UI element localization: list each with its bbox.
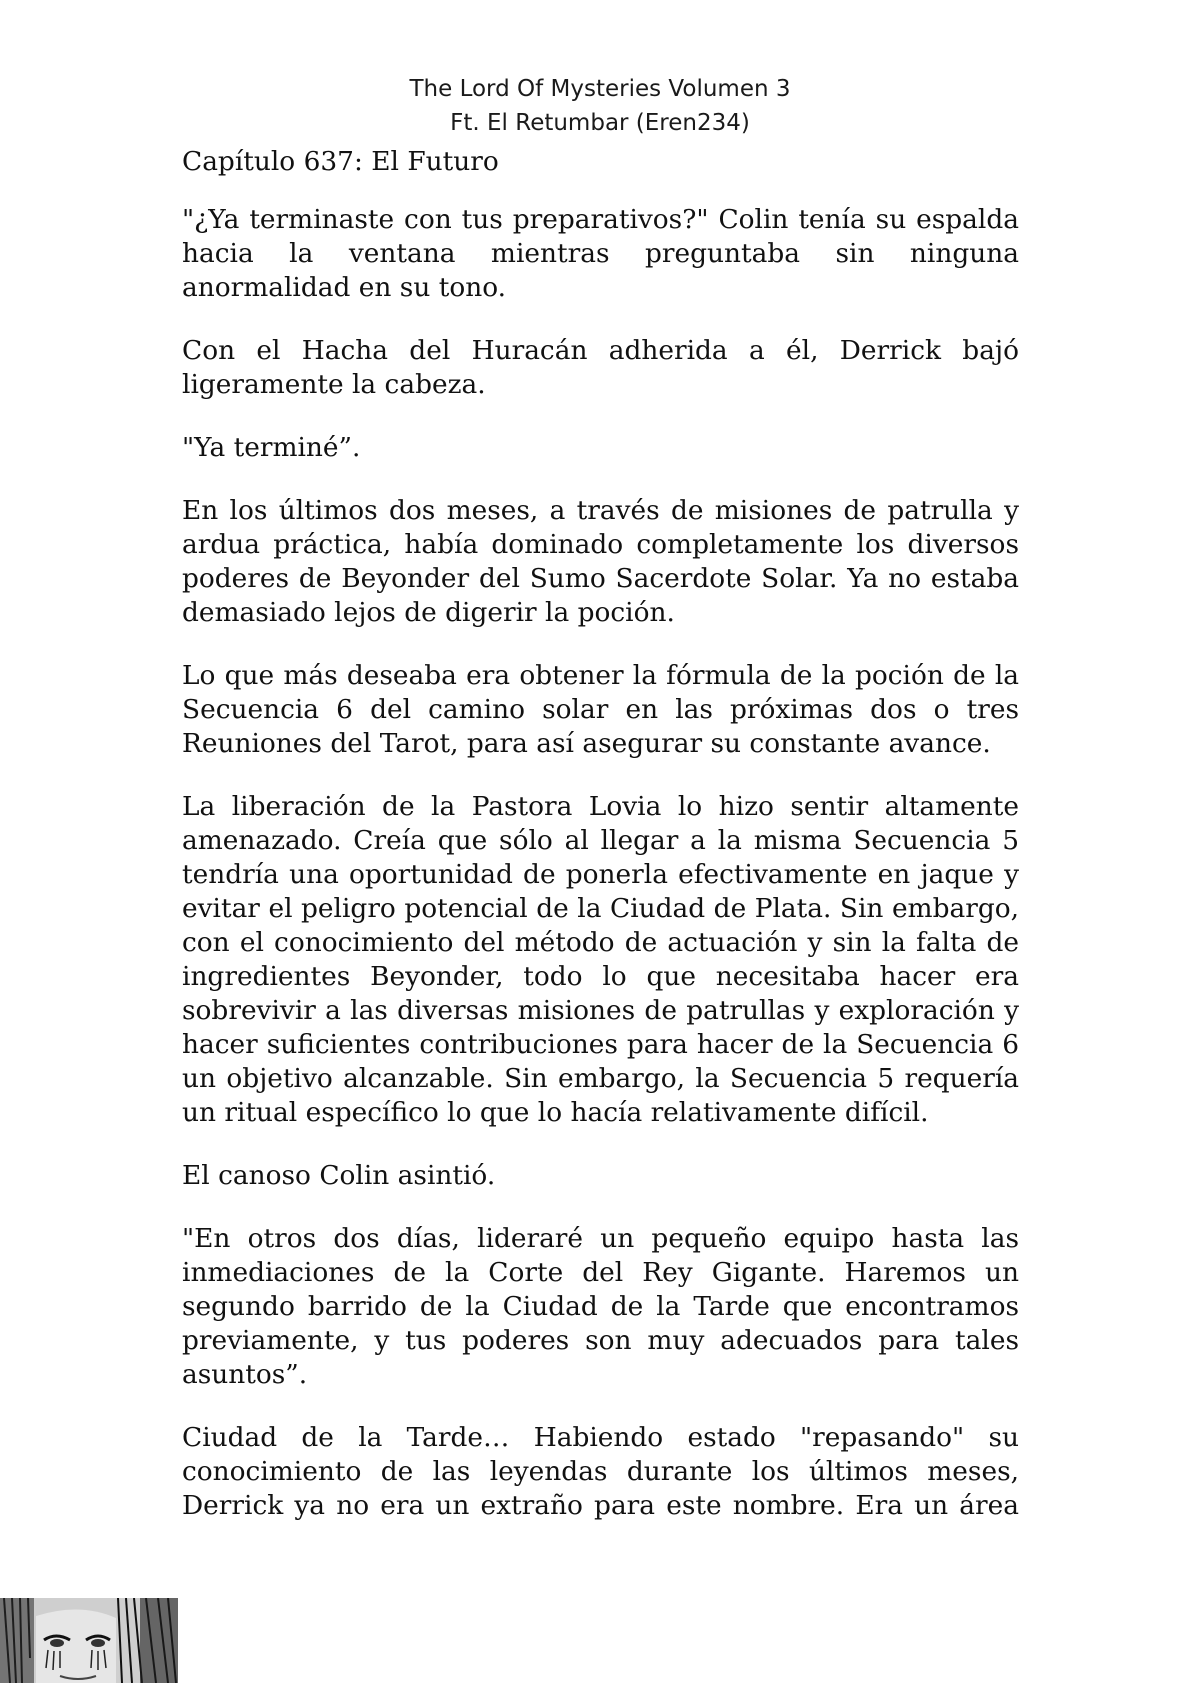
header-credits: Ft. El Retumbar (Eren234) bbox=[450, 110, 750, 136]
header-book-title: The Lord Of Mysteries Volumen 3 bbox=[409, 76, 791, 102]
paragraph: La liberación de la Pastora Lovia lo hizo sentir altamente amenazado. Creía que sólo al llegar a la misma Secuencia 5 tendría una oportunidad de ponerla efectivamente en jaque y evitar el peligro potencial de la Ciudad de Plata. Sin embargo, con el conocimiento del método de actuación y sin la falta de ingredientes Beyonder, todo lo que necesitaba hacer era sobrevivir a las diversas misiones de patrullas y exploración y hacer suficientes contribuciones para hacer de la Secuencia 6 un objetivo alcanzable. Sin embargo, la Secuencia 5 requería un ritual específico lo que lo hacía relativamente difícil. bbox=[182, 791, 1019, 1128]
paragraph: Lo que más deseaba era obtener la fórmula de la poción de la Secuencia 6 del camino solar en las próximas dos o tres Reuniones del Tarot, para así asegurar su constante avance. bbox=[182, 660, 1019, 759]
paragraph: En los últimos dos meses, a través de misiones de patrulla y ardua práctica, había dominado completamente los diversos poderes de Beyonder del Sumo Sacerdote Solar. Ya no estaba demasiado lejos de digerir la poción. bbox=[182, 495, 1019, 628]
paragraph: El canoso Colin asintió. bbox=[182, 1160, 496, 1191]
paragraph: Ciudad de la Tarde… Habiendo estado "repasando" su conocimiento de las leyendas durante los últimos meses, Derrick ya no era un extraño para este nombre. Era un área bbox=[182, 1422, 1019, 1521]
paragraph: "Ya terminé”. bbox=[182, 432, 361, 463]
manga-artwork-image bbox=[0, 1598, 178, 1683]
paragraph: "¿Ya terminaste con tus preparativos?" Colin tenía su espalda hacia la ventana mientras preguntaba sin ninguna anormalidad en su tono. bbox=[182, 204, 1019, 303]
paragraph: Con el Hacha del Huracán adherida a él, Derrick bajó ligeramente la cabeza. bbox=[182, 335, 1019, 400]
chapter-title: Capítulo 637: El Futuro bbox=[182, 146, 499, 177]
page-header bbox=[0, 72, 1190, 140]
paragraph: "En otros dos días, lideraré un pequeño equipo hasta las inmediaciones de la Corte del Rey Gigante. Haremos un segundo barrido de la Ciudad de la Tarde que encontramos previamente, y tus poderes son muy adecuados para tales asuntos”. bbox=[182, 1223, 1019, 1390]
document-body bbox=[182, 145, 1019, 1523]
